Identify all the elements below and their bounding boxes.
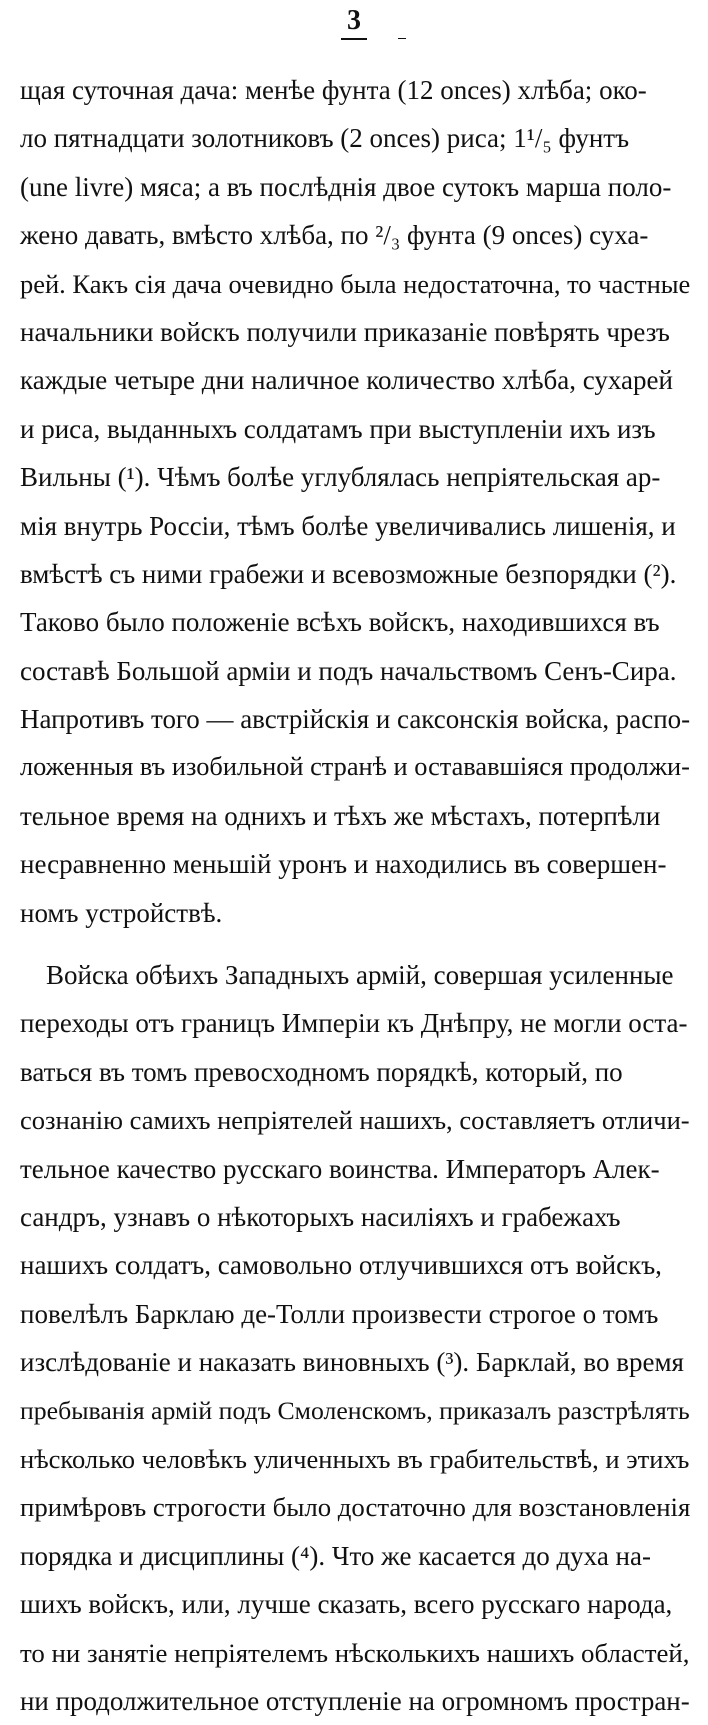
text-line: (une livre) мяса; а въ послѣднія двое сутокъ марша поло- xyxy=(20,171,672,202)
text-line: сознанію самихъ непріятелей нашихъ, составляетъ отличи- xyxy=(20,1105,690,1136)
text-line: пребыванія армій подъ Смоленскомъ, приказалъ разстрѣлять xyxy=(20,1395,690,1425)
paragraph-2 xyxy=(20,951,690,1725)
page-tick-mark xyxy=(398,38,406,39)
text-line: Таково было положеніе всѣхъ войскъ, находившихся въ xyxy=(20,607,660,638)
text-line: Напротивъ того — австрійскія и саксонскія войска, распо- xyxy=(20,704,691,735)
text-line: составѣ Большой арміи и подъ начальствомъ Сенъ-Сира. xyxy=(20,655,677,686)
page-header xyxy=(0,6,708,46)
text-line: вмѣстѣ съ ними грабежи и всевозможные безпорядки (²). xyxy=(20,558,677,589)
text-line: примѣровъ строгости было достаточно для возстановленія xyxy=(20,1492,691,1523)
text-line: щая суточная дача: менѣе фунта (12 onces) хлѣба; око- xyxy=(20,75,647,105)
text-line: мія внутрь Россіи, тѣмъ болѣе увеличивались лишенія, и xyxy=(20,510,676,541)
text-line: тельное качество русскаго воинства. Императоръ Алек- xyxy=(20,1153,660,1184)
text-line: ложенныя въ изобильной странѣ и остававшіяся продолжи- xyxy=(20,752,690,782)
text-line: начальники войскъ получили приказаніе повѣрять чрезъ xyxy=(20,316,670,347)
text-line: Вильны (¹). Чѣмъ болѣе углублялась непріятельская ар- xyxy=(20,462,661,493)
text-line: ни продолжительное отступленіе на огромномъ простран- xyxy=(20,1685,690,1716)
text-line: переходы отъ границъ Имперіи къ Днѣпру, не могли оста- xyxy=(20,1008,688,1039)
text-line: нашихъ солдатъ, самовольно отлучившихся отъ войскъ, xyxy=(20,1250,662,1281)
text-line: тельное время на однихъ и тѣхъ же мѣстахъ, потерпѣли xyxy=(20,800,661,831)
text-line: нѣсколько человѣкъ уличенныхъ въ грабительствѣ, и этихъ xyxy=(20,1443,690,1474)
text-line: ваться въ томъ превосходномъ порядкѣ, который, по xyxy=(20,1056,623,1087)
text-line: и риса, выданныхъ солдатамъ при выступленіи ихъ изъ xyxy=(20,413,656,444)
text-line: то ни занятіе непріятелемъ нѣсколькихъ нашихъ областей, xyxy=(20,1637,690,1668)
page-body xyxy=(20,66,690,1725)
paragraph-1 xyxy=(20,66,690,937)
text-line: Войска обѣихъ Западныхъ армій, совершая усиленные xyxy=(46,960,674,991)
text-line: каждые четыре дни наличное количество хлѣба, сухарей xyxy=(20,365,673,396)
text-line: сандръ, узнавъ о нѣкоторыхъ насиліяхъ и грабежахъ xyxy=(20,1201,621,1232)
text-line: номъ устройствѣ. xyxy=(20,897,223,928)
text-line: порядка и дисциплины (⁴). Что же касается до духа на- xyxy=(20,1540,651,1571)
text-line: рей. Какъ сія дача очевидно была недостаточна, то частные xyxy=(20,268,691,299)
text-line: шихъ войскъ, или, лучше сказать, всего русскаго народа, xyxy=(20,1589,673,1620)
page-number: 3 xyxy=(341,6,367,40)
text-line: изслѣдованіе и наказать виновныхъ (³). Барклай, во время xyxy=(20,1347,684,1378)
text-line: несравненно меньшій уронъ и находились въ совершен- xyxy=(20,849,667,880)
text-line: ло пятнадцати золотниковъ (2 onces) риса; 1¹/₅ фунтъ xyxy=(20,123,630,154)
text-line: жено давать, вмѣсто хлѣба, по ²/₃ фунта (9 onces) суха- xyxy=(20,220,649,251)
text-line: повелѣлъ Барклаю де-Толли произвести строгое о томъ xyxy=(20,1298,659,1329)
